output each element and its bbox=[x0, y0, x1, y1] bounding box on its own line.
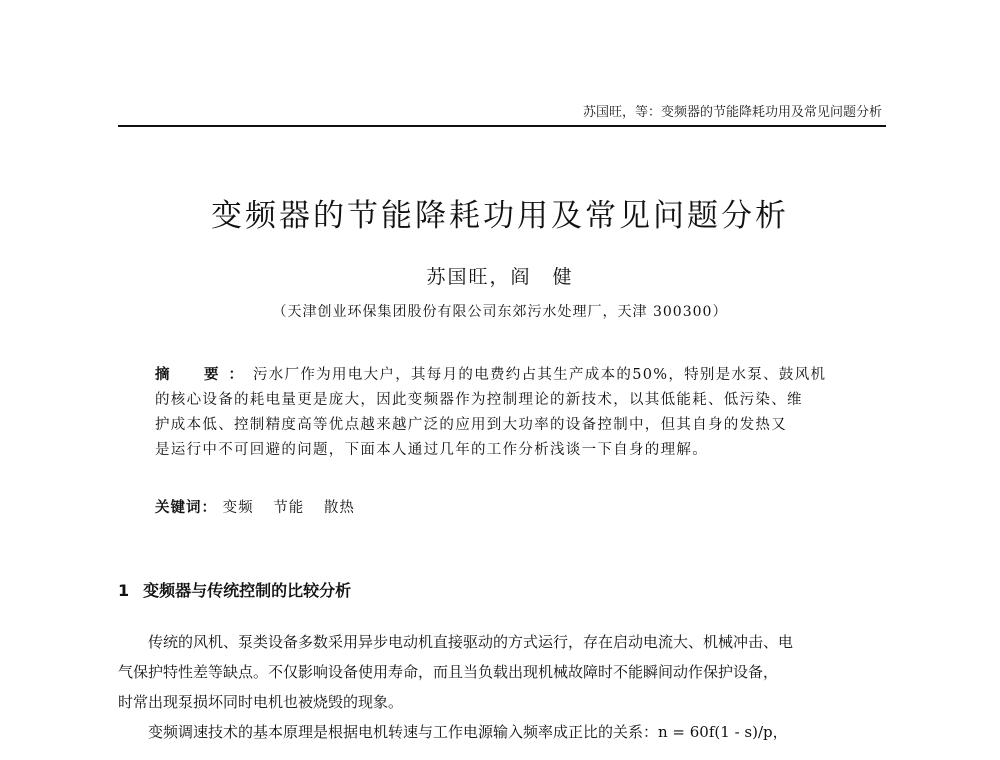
section-title: 变频器与传统控制的比较分析 bbox=[143, 581, 352, 600]
body-line: 时常出现泵损坏同时电机也被烧毁的现象。 bbox=[118, 693, 404, 711]
abstract-label: 摘 要： bbox=[155, 367, 253, 383]
article-title: 变频器的节能降耗功用及常见问题分析 bbox=[211, 198, 789, 234]
keyword-item: 变频 bbox=[222, 500, 254, 516]
header-rule bbox=[118, 125, 886, 127]
abstract bbox=[155, 363, 855, 463]
abstract-text: 污水厂作为用电大户，其每月的电费约占其生产成本的50%，特别是水泵、鼓风机 bbox=[253, 367, 827, 383]
section-body bbox=[118, 627, 886, 747]
section-number: 1 bbox=[118, 581, 130, 600]
running-header: 苏国旺，等：变频器的节能降耗功用及常见问题分析 bbox=[582, 105, 882, 120]
abstract-line: 护成本低、控制精度高等优点越来越广泛的应用到大功率的设备控制中，但其自身的发热又 bbox=[155, 417, 787, 433]
keywords bbox=[155, 496, 369, 517]
abstract-line bbox=[155, 363, 855, 388]
body-line: 气保护特性差等缺点。不仅影响设备使用寿命，而且当负载出现机械故障时不能瞬间动作保护设备， bbox=[118, 663, 779, 681]
keyword-item: 散热 bbox=[323, 500, 355, 516]
keywords-label: 关键词： bbox=[155, 500, 217, 516]
body-line: 传统的风机、泵类设备多数采用异步电动机直接驱动的方式运行，存在启动电流大、机械冲击、电 bbox=[148, 633, 794, 651]
body-line: 变频调速技术的基本原理是根据电机转速与工作电源输入频率成正比的关系：n = 60f(1 - s)/p， bbox=[148, 723, 788, 741]
article-authors: 苏国旺，阎 健 bbox=[426, 266, 574, 288]
abstract-line: 的核心设备的耗电量更是庞大，因此变频器作为控制理论的新技术，以其低能耗、低污染、维 bbox=[155, 392, 803, 408]
section-heading bbox=[118, 578, 351, 601]
article-affiliation: （天津创业环保集团股份有限公司东郊污水处理厂，天津 300300） bbox=[272, 304, 728, 320]
abstract-line: 是运行中不可回避的问题，下面本人通过几年的工作分析浅谈一下自身的理解。 bbox=[155, 442, 708, 458]
keyword-item: 节能 bbox=[273, 500, 305, 516]
